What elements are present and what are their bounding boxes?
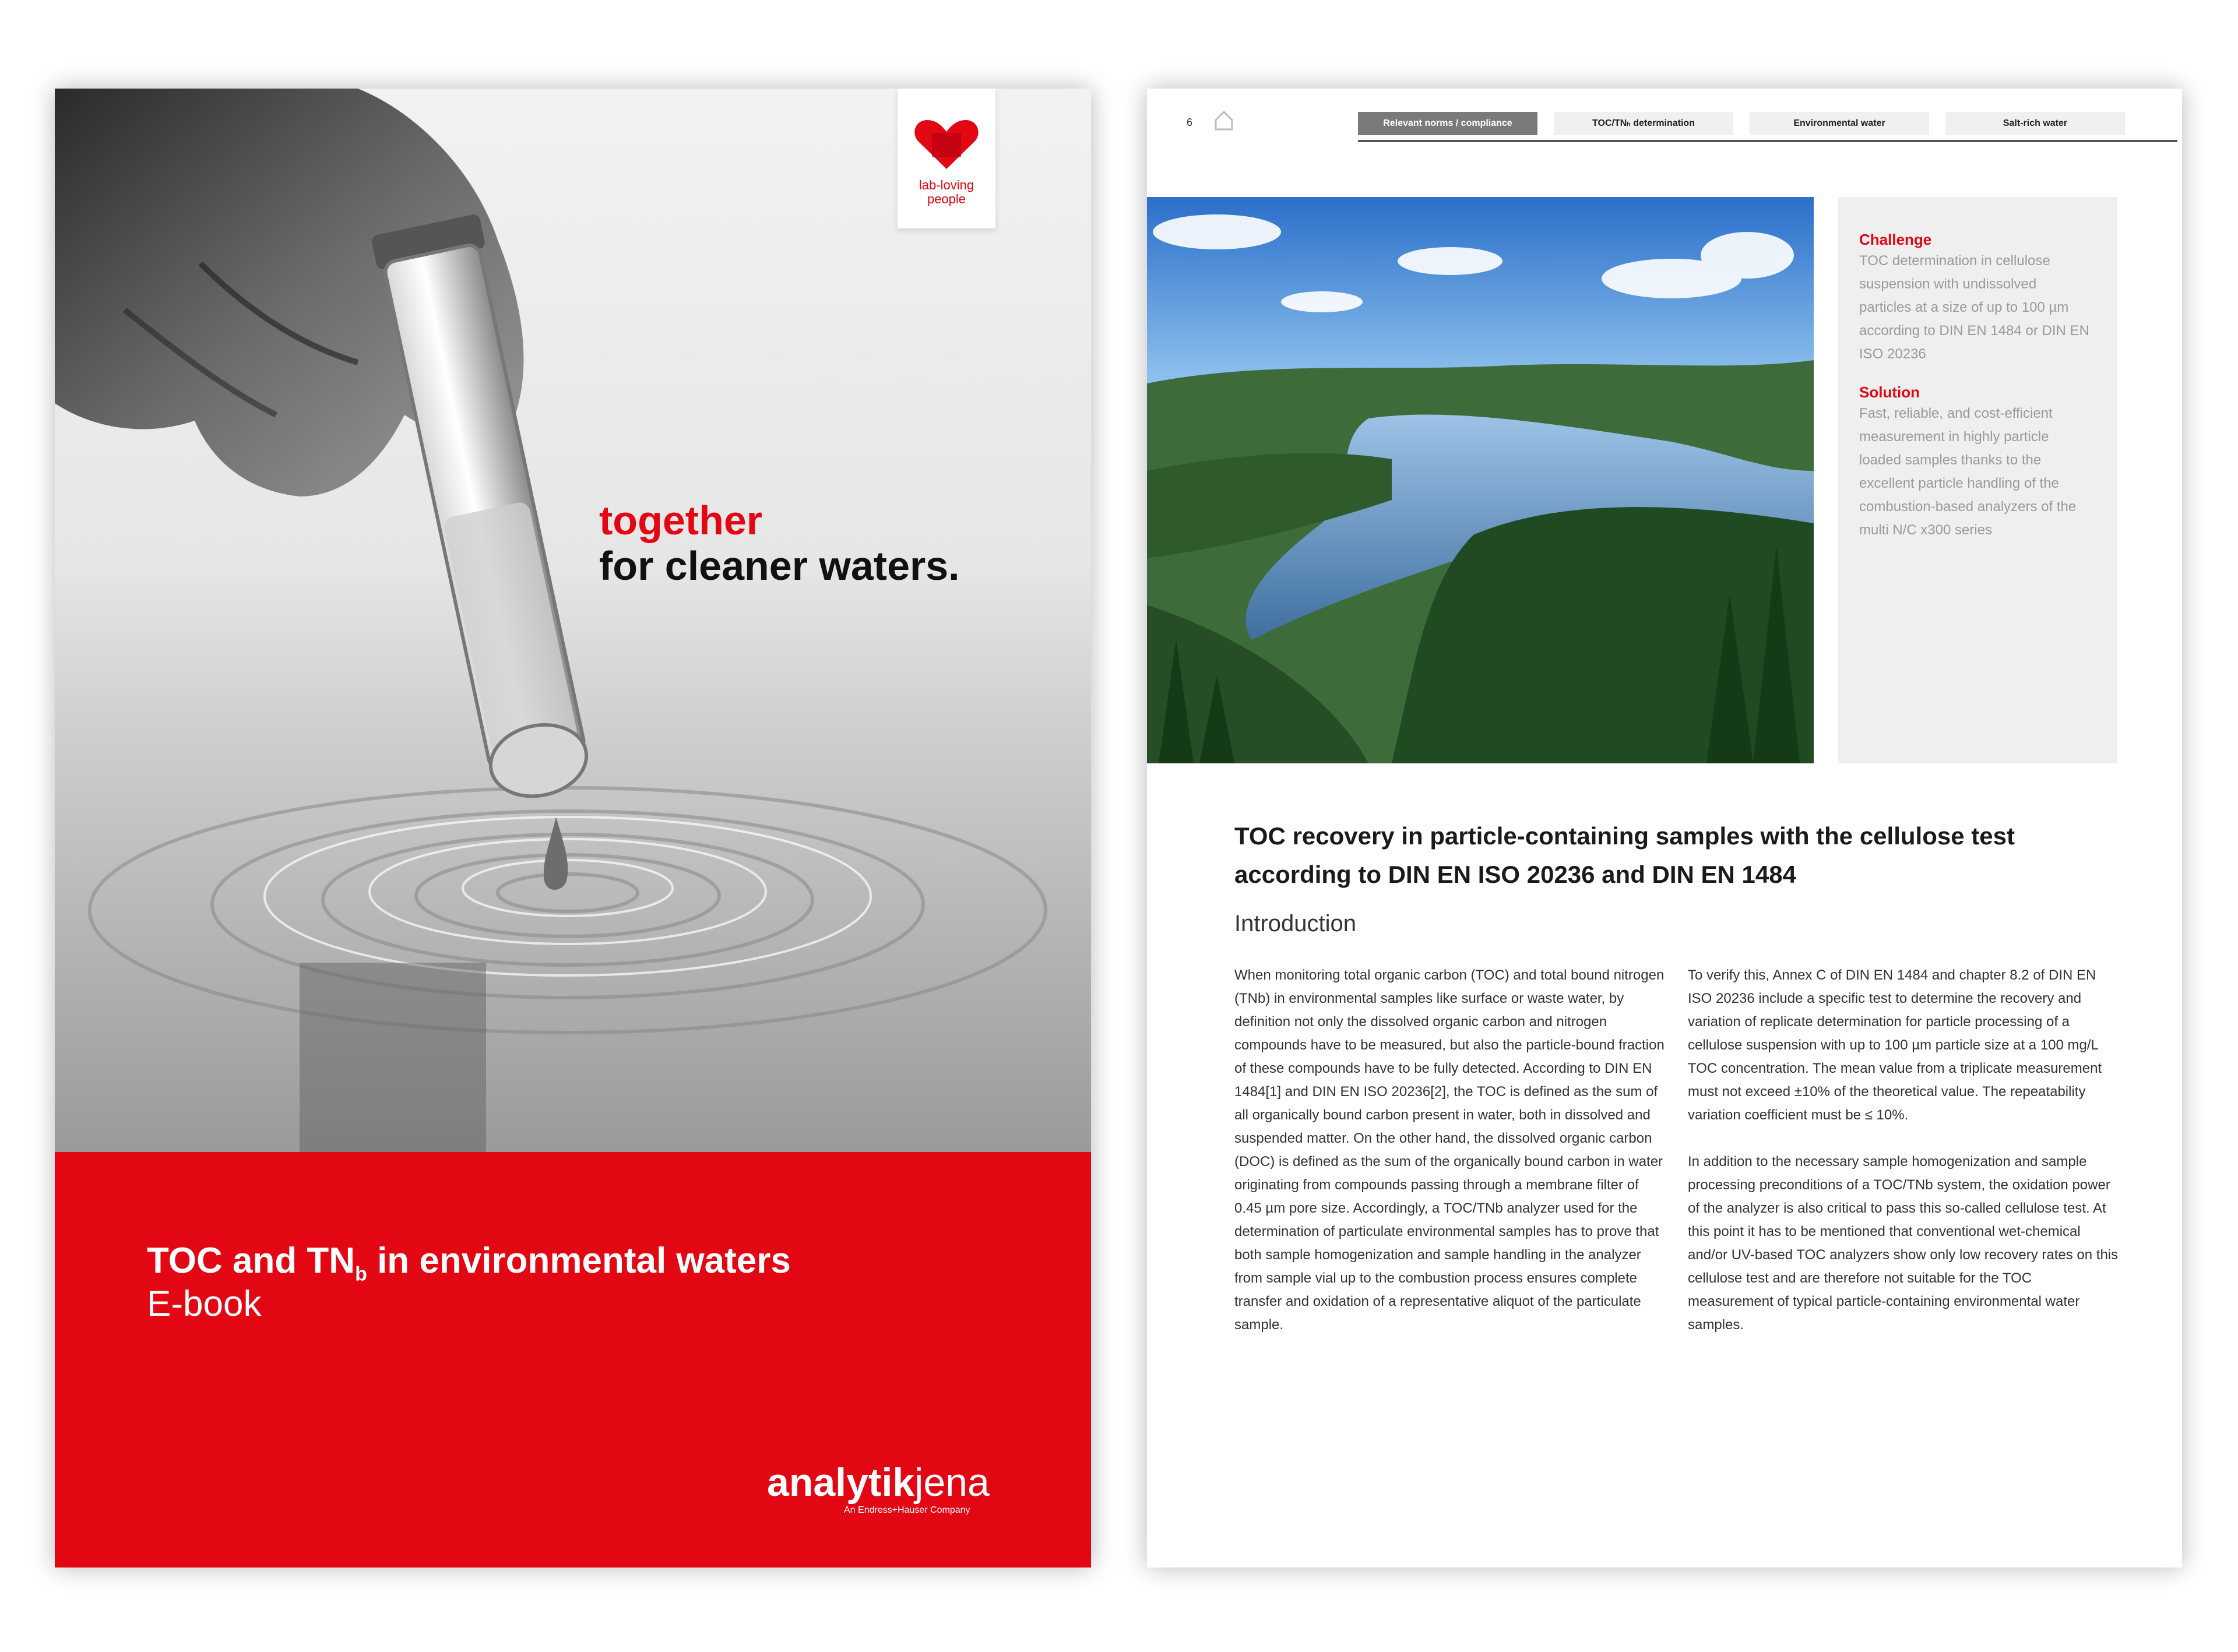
- badge-line1: lab-loving: [919, 178, 974, 192]
- tab-relevant-norms[interactable]: Relevant norms / compliance: [1358, 112, 1537, 135]
- red-heart-logo-icon: [914, 118, 979, 170]
- ebook-cover-page: [55, 89, 1091, 1568]
- body-column-left: [1234, 964, 1666, 1360]
- ebook-inner-page: [1147, 89, 2182, 1568]
- cover-subtitle: E-book: [147, 1284, 262, 1324]
- introduction-heading: Introduction: [1234, 911, 1357, 936]
- cover-photo-test-tube-in-water: [55, 89, 1091, 1152]
- body-column-right: [1688, 964, 2119, 1360]
- page-number: 6: [1187, 117, 1193, 128]
- cover-title-main: TOC and TN: [147, 1241, 356, 1281]
- solution-text: Fast, reliable, and cost-efficient measurement in highly particle loaded samples thanks to the excellent particle handling of the combustion-based analyzers of the multi N/C x300 series: [1859, 406, 2077, 538]
- article-title: TOC recovery in particle-containing samples with the cellulose test according to DIN EN ISO 20236 and DIN EN 1484: [1234, 822, 2015, 888]
- tab-environmental-water[interactable]: Environmental water: [1750, 112, 1929, 135]
- brand-company-tagline: An Endress+Hauser Company: [844, 1505, 970, 1515]
- tab-toc-determination[interactable]: TOC/TNₕ determination: [1554, 112, 1733, 135]
- section-nav-tabs: [1358, 112, 2125, 135]
- solution-heading: Solution: [1859, 383, 1920, 401]
- tab-salt-rich-water[interactable]: Salt-rich water: [1945, 112, 2125, 135]
- right-column-paragraph-2: In addition to the necessary sample homogenization and sample processing preconditions of a TOC/TNb system, the oxidation power of the analyzer is also critical to pass this so-called cellulose test. At this point it has to be mentioned that conventional wet-chemical and/or UV-based TOC analyzers show only low recovery rates on this cellulose test and are therefore not suitable for the TOC measurement of typical particle-containing environmental water samples.: [1688, 1154, 2119, 1333]
- nav-divider: [1358, 140, 2177, 142]
- tagline-line1: together: [599, 498, 762, 543]
- brand-part2: jena: [914, 1460, 990, 1505]
- tagline-line2: for cleaner waters.: [599, 543, 960, 589]
- badge-line2: people: [927, 192, 966, 206]
- home-icon[interactable]: [1212, 108, 1236, 132]
- challenge-heading: Challenge: [1859, 231, 1932, 248]
- brand-part1: analytik: [767, 1460, 915, 1505]
- left-column-paragraph: When monitoring total organic carbon (TOC) and total bound nitrogen (TNb) in environmental samples like surface or waste water, by definition not only the dissolved organic carbon and nitrogen compounds have to be measured, but also the particle-bound fraction of these compounds have to be fully detected. According to DIN EN 1484[1] and DIN EN ISO 20236[2], the TOC is defined as the sum of all organically bound carbon present in water, both in dissolved and suspended matter. On the other hand, the dissolved organic carbon (DOC) is defined as the sum of the organically bound carbon in water originating from compounds passing through a membrane filter of 0.45 µm pore size. Accordingly, a TOC/TNb analyzer used for the determination of particulate environmental samples has to prove that both sample homogenization and sample handling in the analyzer from sample vial up to the combustion process ensures complete transfer and oxidation of a representative aliquot of the particulate sample.: [1234, 967, 1665, 1333]
- analytik-jena-logo: [767, 1462, 990, 1503]
- lab-loving-people-badge: [898, 89, 995, 228]
- cover-title-rest: in environmental waters: [367, 1241, 791, 1281]
- challenge-solution-box: [1838, 197, 2117, 763]
- challenge-text: TOC determination in cellulose suspension with undissolved particles at a size of up to 100 µm according to DIN EN 1484 or DIN EN ISO 20236: [1859, 253, 2089, 362]
- cover-red-band: [55, 1152, 1091, 1568]
- lake-forest-landscape-photo: [1147, 197, 1814, 763]
- cover-title-subscript: b: [355, 1263, 367, 1285]
- right-column-paragraph-1: To verify this, Annex C of DIN EN 1484 and chapter 8.2 of DIN EN ISO 20236 include a specific test to determine the recovery and variation of replicate determination for particle processing of a cellulose suspension with up to 100 µm particle size at a 100 mg/L TOC concentration. The mean value from a triplicate measurement must not exceed ±10% of the theoretical value. The repeatability variation coefficient must be ≤ 10%.: [1688, 967, 2102, 1123]
- cover-tagline: [599, 498, 960, 589]
